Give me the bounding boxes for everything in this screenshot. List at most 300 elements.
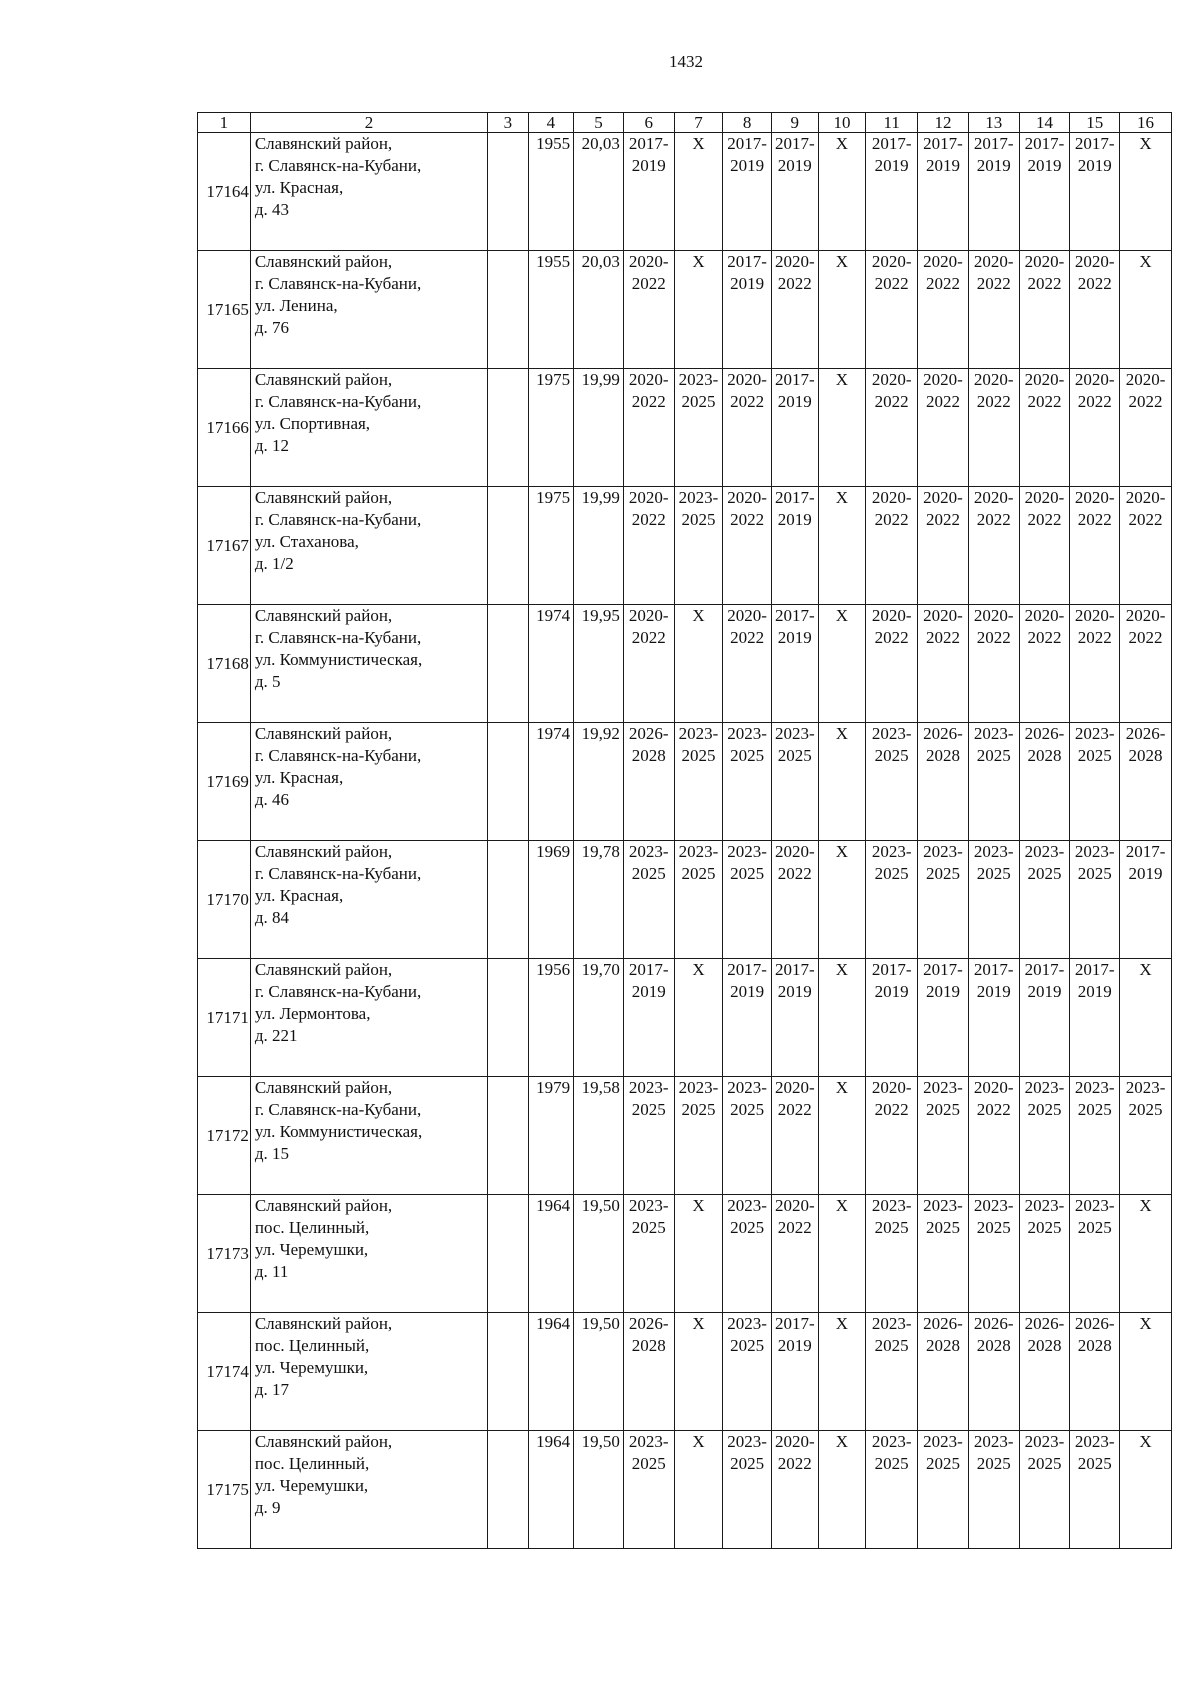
c12-period-cell xyxy=(918,1077,969,1195)
period-end: 2019 xyxy=(730,982,765,1001)
period-end: 2025 xyxy=(1077,1454,1112,1473)
c14-period-cell xyxy=(1019,959,1070,1077)
period-end: 2025 xyxy=(976,746,1011,765)
c12-period-cell xyxy=(918,841,969,959)
c11-period-cell xyxy=(866,723,918,841)
period-end: 2028 xyxy=(631,1336,666,1355)
period-end: 2025 xyxy=(1027,1100,1062,1119)
period-start: 2020- xyxy=(973,488,1014,507)
address-street: ул. Красная, xyxy=(254,886,344,905)
period-start: 2023- xyxy=(1074,1196,1115,1215)
period-start: 2020- xyxy=(1024,252,1065,271)
period-end: 2025 xyxy=(976,1454,1011,1473)
c16-period-cell xyxy=(1120,487,1172,605)
col-3-cell xyxy=(488,369,528,487)
period-start: 2023- xyxy=(1074,842,1115,861)
period-end: 2022 xyxy=(631,274,666,293)
period-start: 2023- xyxy=(727,842,767,861)
col-5-value-cell: 19,50 xyxy=(574,1195,624,1313)
table-row xyxy=(198,1431,1172,1549)
address-district: Славянский район, xyxy=(254,252,393,271)
year-built-cell: 1975 xyxy=(528,487,574,605)
c10-cell: X xyxy=(818,959,866,1077)
period-start: 2026- xyxy=(923,724,963,743)
period-end: 2025 xyxy=(631,1454,666,1473)
period-start: 2023- xyxy=(628,1196,669,1215)
record-number: 17175 xyxy=(198,1431,251,1549)
table-row xyxy=(198,369,1172,487)
period-start: 2020- xyxy=(774,252,815,271)
period-end: 2025 xyxy=(730,1100,765,1119)
column-number-6: 6 xyxy=(623,113,674,133)
c7-period-cell xyxy=(674,1431,723,1549)
address-cell xyxy=(250,133,487,251)
period-end: 2025 xyxy=(730,1454,765,1473)
c9-period-cell xyxy=(771,1431,818,1549)
c10-cell: X xyxy=(818,841,866,959)
address-settlement: г. Славянск-на-Кубани, xyxy=(254,628,422,647)
c15-period-cell xyxy=(1070,723,1120,841)
period-start: 2020- xyxy=(973,606,1014,625)
address-street: ул. Черемушки, xyxy=(254,1240,369,1259)
period-start: X xyxy=(692,252,705,271)
address-cell xyxy=(250,251,487,369)
period-start: 2020- xyxy=(1074,606,1115,625)
period-end: 2025 xyxy=(874,864,909,883)
period-start: 2023- xyxy=(678,1078,719,1097)
c12-period-cell xyxy=(918,133,969,251)
address-settlement: пос. Целинный, xyxy=(254,1336,370,1355)
c6-period-cell xyxy=(623,605,674,723)
c9-period-cell xyxy=(771,1313,818,1431)
address-house: д. 9 xyxy=(254,1498,281,1517)
period-end: 2022 xyxy=(1027,628,1062,647)
c9-period-cell xyxy=(771,1195,818,1313)
address-settlement: пос. Целинный, xyxy=(254,1218,370,1237)
record-number: 17168 xyxy=(198,605,251,723)
col-5-value-cell: 20,03 xyxy=(574,133,624,251)
c10-cell: X xyxy=(818,251,866,369)
col-3-cell xyxy=(488,1077,528,1195)
period-start: 2023- xyxy=(1074,724,1115,743)
c13-period-cell xyxy=(968,959,1019,1077)
year-built-cell: 1964 xyxy=(528,1313,574,1431)
c16-period-cell xyxy=(1120,605,1172,723)
address-settlement: г. Славянск-на-Кубани, xyxy=(254,746,422,765)
c7-period-cell xyxy=(674,251,723,369)
period-end: 2025 xyxy=(1077,746,1112,765)
record-number: 17170 xyxy=(198,841,251,959)
c6-period-cell xyxy=(623,133,674,251)
period-end: 2025 xyxy=(777,746,812,765)
c12-period-cell xyxy=(918,959,969,1077)
c16-period-cell xyxy=(1120,841,1172,959)
c13-period-cell xyxy=(968,251,1019,369)
c10-cell: X xyxy=(818,133,866,251)
period-start: 2023- xyxy=(1024,1432,1065,1451)
c9-period-cell xyxy=(771,605,818,723)
c13-period-cell xyxy=(968,487,1019,605)
c6-period-cell xyxy=(623,1313,674,1431)
address-cell xyxy=(250,1431,487,1549)
period-end: 2025 xyxy=(976,864,1011,883)
address-cell xyxy=(250,959,487,1077)
c7-period-cell xyxy=(674,133,723,251)
address-house: д. 221 xyxy=(254,1026,298,1045)
period-end: 2025 xyxy=(874,1218,909,1237)
address-house: д. 46 xyxy=(254,790,289,809)
c7-period-cell xyxy=(674,723,723,841)
address-cell xyxy=(250,723,487,841)
address-house: д. 76 xyxy=(254,318,289,337)
period-end: 2019 xyxy=(777,1336,812,1355)
period-end: 2022 xyxy=(925,392,960,411)
column-number-3: 3 xyxy=(488,113,528,133)
period-start: X xyxy=(1139,1432,1152,1451)
period-end: 2019 xyxy=(777,510,812,529)
period-start: 2020- xyxy=(1125,488,1166,507)
c14-period-cell xyxy=(1019,1313,1070,1431)
period-end: 2022 xyxy=(925,274,960,293)
record-number: 17172 xyxy=(198,1077,251,1195)
period-end: 2019 xyxy=(1077,982,1112,1001)
c15-period-cell xyxy=(1070,251,1120,369)
period-start: 2023- xyxy=(727,1314,767,1333)
col-3-cell xyxy=(488,1431,528,1549)
c11-period-cell xyxy=(866,1431,918,1549)
period-start: X xyxy=(1139,134,1152,153)
period-start: 2020- xyxy=(628,488,669,507)
col-3-cell xyxy=(488,605,528,723)
c9-period-cell xyxy=(771,1077,818,1195)
c6-period-cell xyxy=(623,841,674,959)
period-start: 2020- xyxy=(1125,370,1166,389)
period-start: X xyxy=(1139,1196,1152,1215)
col-5-value-cell: 19,58 xyxy=(574,1077,624,1195)
housing-register-table xyxy=(197,112,1172,1549)
period-end: 2022 xyxy=(777,1454,812,1473)
address-settlement: пос. Целинный, xyxy=(254,1454,370,1473)
c15-period-cell xyxy=(1070,1077,1120,1195)
c8-period-cell xyxy=(723,251,772,369)
c11-period-cell xyxy=(866,251,918,369)
year-built-cell: 1974 xyxy=(528,605,574,723)
c14-period-cell xyxy=(1019,605,1070,723)
col-3-cell xyxy=(488,133,528,251)
address-house: д. 84 xyxy=(254,908,289,927)
record-number: 17174 xyxy=(198,1313,251,1431)
period-start: 2017- xyxy=(871,960,912,979)
address-district: Славянский район, xyxy=(254,606,393,625)
period-end: 2022 xyxy=(1128,510,1163,529)
period-end: 2022 xyxy=(777,864,812,883)
period-end: 2022 xyxy=(777,1100,812,1119)
period-start: 2017- xyxy=(1125,842,1166,861)
period-end: 2022 xyxy=(976,510,1011,529)
period-start: 2017- xyxy=(923,960,963,979)
col-3-cell xyxy=(488,487,528,605)
period-start: 2020- xyxy=(1074,252,1115,271)
c11-period-cell xyxy=(866,487,918,605)
c6-period-cell xyxy=(623,251,674,369)
period-end: 2022 xyxy=(976,274,1011,293)
address-district: Славянский район, xyxy=(254,842,393,861)
c8-period-cell xyxy=(723,487,772,605)
period-start: 2023- xyxy=(628,1078,669,1097)
period-start: 2023- xyxy=(871,1432,912,1451)
period-end: 2025 xyxy=(925,1218,960,1237)
c6-period-cell xyxy=(623,1077,674,1195)
period-end: 2019 xyxy=(777,392,812,411)
address-street: ул. Ленина, xyxy=(254,296,338,315)
period-start: 2017- xyxy=(774,1314,815,1333)
record-number: 17166 xyxy=(198,369,251,487)
period-start: 2020- xyxy=(871,1078,912,1097)
c7-period-cell xyxy=(674,1313,723,1431)
period-end: 2025 xyxy=(925,1100,960,1119)
address-settlement: г. Славянск-на-Кубани, xyxy=(254,982,422,1001)
c11-period-cell xyxy=(866,1313,918,1431)
address-house: д. 1/2 xyxy=(254,554,294,573)
period-start: 2023- xyxy=(973,1432,1014,1451)
address-house: д. 5 xyxy=(254,672,281,691)
period-start: 2023- xyxy=(871,1196,912,1215)
table-row xyxy=(198,1195,1172,1313)
period-start: 2026- xyxy=(628,1314,669,1333)
address-house: д. 11 xyxy=(254,1262,289,1281)
period-start: 2020- xyxy=(871,606,912,625)
period-end: 2019 xyxy=(925,156,960,175)
c9-period-cell xyxy=(771,959,818,1077)
period-start: 2023- xyxy=(727,724,767,743)
c13-period-cell xyxy=(968,841,1019,959)
col-5-value-cell: 19,99 xyxy=(574,369,624,487)
c13-period-cell xyxy=(968,723,1019,841)
period-start: 2023- xyxy=(727,1432,767,1451)
period-start: 2023- xyxy=(1074,1078,1115,1097)
period-start: X xyxy=(692,134,705,153)
table-row xyxy=(198,1313,1172,1431)
period-start: 2020- xyxy=(774,1196,815,1215)
record-number: 17169 xyxy=(198,723,251,841)
c10-cell: X xyxy=(818,487,866,605)
c8-period-cell xyxy=(723,1313,772,1431)
period-end: 2022 xyxy=(874,392,909,411)
address-settlement: г. Славянск-на-Кубани, xyxy=(254,1100,422,1119)
c15-period-cell xyxy=(1070,1195,1120,1313)
period-end: 2019 xyxy=(777,982,812,1001)
address-district: Славянский район, xyxy=(254,370,393,389)
period-start: 2020- xyxy=(923,370,963,389)
period-start: 2026- xyxy=(1024,1314,1065,1333)
column-number-2: 2 xyxy=(250,113,487,133)
period-start: 2023- xyxy=(871,842,912,861)
year-built-cell: 1979 xyxy=(528,1077,574,1195)
period-start: 2026- xyxy=(1024,724,1065,743)
c10-cell: X xyxy=(818,605,866,723)
c14-period-cell xyxy=(1019,723,1070,841)
period-end: 2028 xyxy=(1027,746,1062,765)
period-start: 2017- xyxy=(727,134,767,153)
period-start: 2023- xyxy=(1024,842,1065,861)
c8-period-cell xyxy=(723,133,772,251)
period-end: 2022 xyxy=(777,274,812,293)
period-start: 2020- xyxy=(923,606,963,625)
period-end: 2019 xyxy=(1077,156,1112,175)
period-end: 2022 xyxy=(730,628,765,647)
period-end: 2019 xyxy=(925,982,960,1001)
period-start: 2020- xyxy=(774,842,815,861)
period-end: 2025 xyxy=(681,510,716,529)
address-street: ул. Стаханова, xyxy=(254,532,359,551)
address-street: ул. Красная, xyxy=(254,178,344,197)
period-end: 2022 xyxy=(1077,392,1112,411)
period-start: X xyxy=(1139,960,1152,979)
period-start: 2020- xyxy=(871,370,912,389)
c6-period-cell xyxy=(623,959,674,1077)
c7-period-cell xyxy=(674,841,723,959)
period-end: 2025 xyxy=(631,1100,666,1119)
column-number-11: 11 xyxy=(866,113,918,133)
address-house: д. 15 xyxy=(254,1144,289,1163)
c15-period-cell xyxy=(1070,1313,1120,1431)
c16-period-cell xyxy=(1120,251,1172,369)
c6-period-cell xyxy=(623,1431,674,1549)
period-end: 2019 xyxy=(777,156,812,175)
page-number: 1432 xyxy=(669,52,703,71)
table-row xyxy=(198,251,1172,369)
col-5-value-cell: 19,78 xyxy=(574,841,624,959)
period-start: 2023- xyxy=(973,1196,1014,1215)
year-built-cell: 1975 xyxy=(528,369,574,487)
period-end: 2022 xyxy=(1027,392,1062,411)
period-start: X xyxy=(692,1314,705,1333)
column-number-4: 4 xyxy=(528,113,574,133)
address-district: Славянский район, xyxy=(254,134,393,153)
table-body xyxy=(198,113,1172,1549)
period-end: 2025 xyxy=(925,1454,960,1473)
address-house: д. 43 xyxy=(254,200,289,219)
year-built-cell: 1956 xyxy=(528,959,574,1077)
c6-period-cell xyxy=(623,1195,674,1313)
period-start: 2017- xyxy=(1024,960,1065,979)
record-number: 17165 xyxy=(198,251,251,369)
period-end: 2025 xyxy=(925,864,960,883)
c13-period-cell xyxy=(968,605,1019,723)
period-end: 2019 xyxy=(730,274,765,293)
c14-period-cell xyxy=(1019,487,1070,605)
c8-period-cell xyxy=(723,959,772,1077)
period-start: 2026- xyxy=(1074,1314,1115,1333)
c15-period-cell xyxy=(1070,959,1120,1077)
period-start: 2020- xyxy=(973,1078,1014,1097)
period-start: X xyxy=(692,606,705,625)
period-start: 2023- xyxy=(678,370,719,389)
address-house: д. 12 xyxy=(254,436,289,455)
period-start: 2017- xyxy=(774,370,815,389)
c9-period-cell xyxy=(771,487,818,605)
period-end: 2019 xyxy=(777,628,812,647)
c10-cell: X xyxy=(818,723,866,841)
c15-period-cell xyxy=(1070,605,1120,723)
period-start: 2020- xyxy=(1024,606,1065,625)
c12-period-cell xyxy=(918,723,969,841)
c10-cell: X xyxy=(818,369,866,487)
period-start: 2017- xyxy=(628,134,669,153)
c14-period-cell xyxy=(1019,1431,1070,1549)
c8-period-cell xyxy=(723,1431,772,1549)
period-start: 2017- xyxy=(1074,134,1115,153)
period-end: 2025 xyxy=(681,864,716,883)
c14-period-cell xyxy=(1019,133,1070,251)
period-start: 2020- xyxy=(923,252,963,271)
period-end: 2025 xyxy=(1027,1454,1062,1473)
c13-period-cell xyxy=(968,1077,1019,1195)
address-district: Славянский район, xyxy=(254,1078,393,1097)
period-end: 2025 xyxy=(1027,1218,1062,1237)
period-end: 2025 xyxy=(631,864,666,883)
table-row xyxy=(198,1077,1172,1195)
c12-period-cell xyxy=(918,487,969,605)
period-start: 2023- xyxy=(628,842,669,861)
c13-period-cell xyxy=(968,1313,1019,1431)
c13-period-cell xyxy=(968,1431,1019,1549)
period-end: 2022 xyxy=(976,628,1011,647)
column-number-8: 8 xyxy=(723,113,772,133)
address-district: Славянский район, xyxy=(254,724,393,743)
period-end: 2019 xyxy=(874,156,909,175)
period-start: 2020- xyxy=(628,252,669,271)
period-start: 2017- xyxy=(923,134,963,153)
address-street: ул. Черемушки, xyxy=(254,1358,369,1377)
period-start: 2017- xyxy=(973,134,1014,153)
period-end: 2022 xyxy=(1077,510,1112,529)
c7-period-cell xyxy=(674,1077,723,1195)
column-number-10: 10 xyxy=(818,113,866,133)
year-built-cell: 1964 xyxy=(528,1195,574,1313)
period-end: 2025 xyxy=(730,1336,765,1355)
period-start: X xyxy=(692,960,705,979)
table-row xyxy=(198,959,1172,1077)
period-start: 2023- xyxy=(678,488,719,507)
column-number-16: 16 xyxy=(1120,113,1172,133)
c12-period-cell xyxy=(918,605,969,723)
period-start: 2023- xyxy=(678,842,719,861)
period-end: 2022 xyxy=(976,392,1011,411)
period-end: 2025 xyxy=(1027,864,1062,883)
period-start: 2023- xyxy=(1024,1078,1065,1097)
period-start: 2017- xyxy=(774,488,815,507)
period-end: 2022 xyxy=(925,628,960,647)
period-end: 2022 xyxy=(1128,392,1163,411)
record-number: 17164 xyxy=(198,133,251,251)
c8-period-cell xyxy=(723,369,772,487)
period-start: 2023- xyxy=(973,842,1014,861)
c11-period-cell xyxy=(866,1195,918,1313)
period-end: 2022 xyxy=(631,628,666,647)
period-end: 2022 xyxy=(730,392,765,411)
period-start: 2017- xyxy=(973,960,1014,979)
table-row xyxy=(198,133,1172,251)
period-start: X xyxy=(692,1196,705,1215)
period-end: 2022 xyxy=(874,274,909,293)
c7-period-cell xyxy=(674,1195,723,1313)
col-5-value-cell: 19,70 xyxy=(574,959,624,1077)
record-number: 17171 xyxy=(198,959,251,1077)
period-end: 2022 xyxy=(874,1100,909,1119)
period-start: 2023- xyxy=(628,1432,669,1451)
col-5-value-cell: 20,03 xyxy=(574,251,624,369)
